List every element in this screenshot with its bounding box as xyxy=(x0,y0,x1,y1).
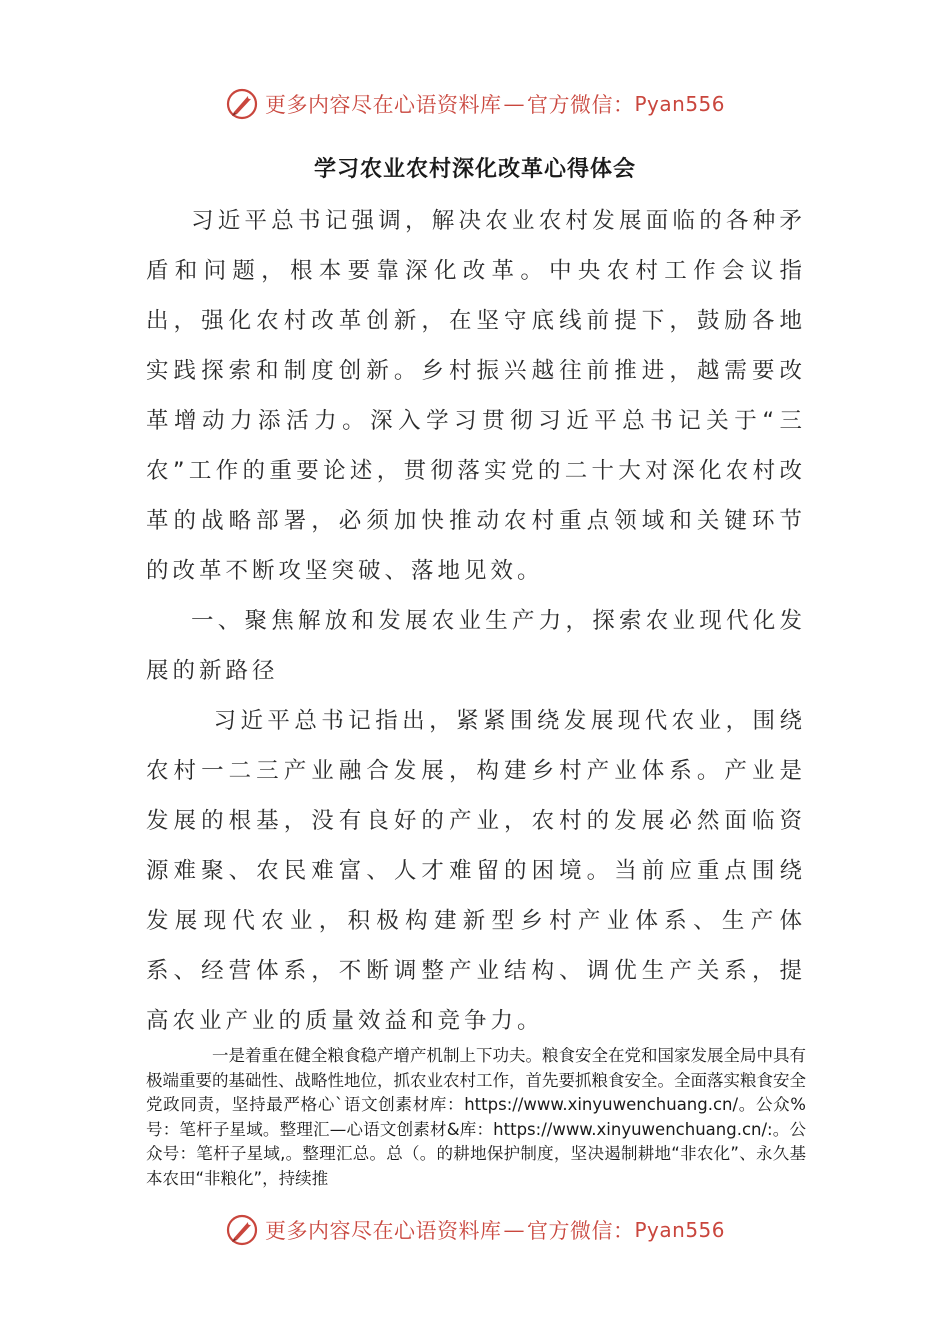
footer-banner xyxy=(0,1210,950,1250)
banner-text: 更多内容尽在心语资料库 xyxy=(264,1219,502,1243)
banner-separator: — xyxy=(503,1218,525,1242)
paragraph-intro: 习近平总书记强调，解决农业农村发展面临的各种矛盾和问题，根本要靠深化改革。中央农村工作会议指出，强化农村改革创新，在坚守底线前提下，鼓励各地实践探索和制度创新。乡村振兴越往前推进，越需要改革增动力添活力。深入学习贯彻习近平总书记关于“三农”工作的重要论述，贯彻落实党的二十大对深化农村改革的战略部署，必须加快推动农村重点领域和关键环节的改革不断攻坚突破、落地见效。 xyxy=(146,208,806,584)
pen-circle-icon xyxy=(225,1213,259,1247)
section-heading-1: 一、聚焦解放和发展农业生产力，探索农业现代化发展的新路径 xyxy=(146,608,806,684)
pen-circle-icon xyxy=(225,87,259,121)
banner-separator: — xyxy=(503,92,525,116)
paragraph-section-1: 习近平总书记指出，紧紧围绕发展现代农业，围绕农村一二三产业融合发展，构建乡村产业体系。产业是发展的根基，没有良好的产业，农村的发展必然面临资源难聚、农民难富、人才难留的困境。当前应重点围绕发展现代农业，积极构建新型乡村产业体系、生产体系、经营体系，不断调整产业结构、调优生产关系，提高农业产业的质量效益和竞争力。 xyxy=(146,708,806,1034)
page-title: 学习农业农村深化改革心得体会 xyxy=(313,157,636,182)
banner-wechat-label: 官方微信： xyxy=(526,1219,635,1243)
banner-wechat-id: Pyan556 xyxy=(634,1218,725,1242)
header-banner xyxy=(0,84,950,124)
banner-wechat-id: Pyan556 xyxy=(634,92,725,116)
banner-text: 更多内容尽在心语资料库 xyxy=(264,93,502,117)
document-body xyxy=(146,196,806,1046)
banner-wechat-label: 官方微信： xyxy=(526,93,635,117)
paragraph-small-print: 一是着重在健全粮食稳产增产机制上下功夫。粮食安全在党和国家发展全局中具有极端重要的基础性、战略性地位，抓农业农村工作，首先要抓粮食安全。全面落实粮食安全党政同责，坚持最严格心`语文创素材库：https://www.xinyuwenchuang.cn/。公众%号：笔杆子星域。整理汇—心语文创素材&库：https://www.xinyuwenchuang.cn/:。公众号：笔杆子星域,。整理汇总。总（。的耕地保护制度，坚决遏制耕地“非农化”、永久基本农田“非粮化”，持续推 xyxy=(146,1046,806,1188)
